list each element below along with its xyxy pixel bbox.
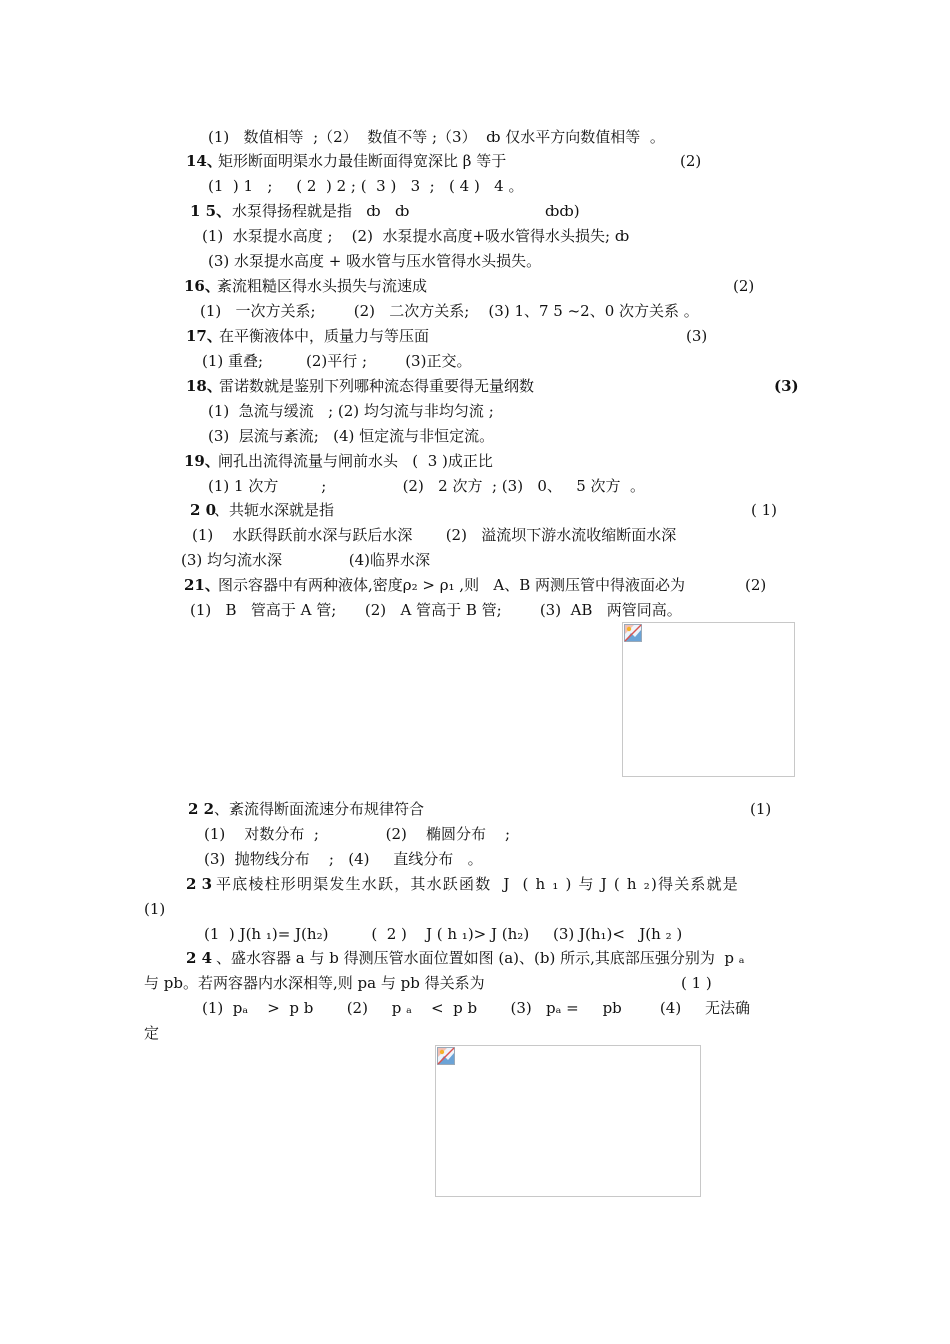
q17-options: (1) 重叠; (2)平行 ; (3)正交。 <box>202 352 472 370</box>
q23-number: 2 3 <box>186 875 213 893</box>
figure-1 <box>622 622 795 777</box>
q19-stem: 闸孔出流得流量与闸前水头 ( 3 )成正比 <box>218 452 493 470</box>
q17-stem: 在平衡液体中，质量力与等压面 <box>219 327 430 345</box>
q18-options-1: (1) 急流与缓流 ; (2) 均匀流与非均匀流 ; <box>208 402 494 420</box>
broken-image-icon <box>624 624 642 642</box>
q19-number: 19、 <box>184 452 220 470</box>
q18-number: 18、 <box>186 377 222 395</box>
q24-stem: 、盛水容器 a 与 b 得测压管水面位置如图 (a)、(b) 所示,其底部压强分别为 p ₐ <box>216 949 745 967</box>
q16-number: 16、 <box>184 277 220 295</box>
q15-options-1: (1) 水泵提水高度 ; (2) 水泵提水高度+吸水管得水头损失; ȸ <box>202 227 630 245</box>
q16-options: (1) 一次方关系; (2) 二次方关系; (3) 1、7 5 ~2、0 次方关系 。 <box>200 302 699 320</box>
q16-stem: 紊流粗糙区得水头损失与流速成 <box>217 277 428 295</box>
q23-stem: 平底棱柱形明渠发生水跃，其水跃函数 J ( h ₁ ) 与 J ( h ₂)得关系就是 <box>216 875 740 893</box>
q15-stem: 水泵得扬程就是指 ȸ ȸ <box>232 202 410 220</box>
q21-number: 21、 <box>184 576 220 594</box>
q18-answer: (3) <box>774 377 799 395</box>
q21-options: (1) B 管高于 A 管; (2) A 管高于 B 管; (3) AB 两管同高。 <box>190 601 682 619</box>
q23-answer: (1) <box>144 900 166 918</box>
q19-options: (1) 1 次方 ; (2) 2 次方 ; (3) 0、 5 次方 。 <box>208 477 646 495</box>
q22-stem: 、紊流得断面流速分布规律符合 <box>214 800 425 818</box>
q17-answer: (3) <box>686 327 708 345</box>
q24-stem-2: 与 pb。若两容器内水深相等,则 pa 与 pb 得关系为 <box>144 974 485 992</box>
figure-2 <box>435 1045 701 1197</box>
q15-answer: ȸȸ) <box>545 202 580 220</box>
q20-options-1: (1) 水跃得跃前水深与跃后水深 (2) 溢流坝下游水流收缩断面水深 <box>192 526 677 544</box>
q23-options: (1 ) J(h ₁)= J(h₂) ( 2 ) J ( h ₁)> J (h₂) (3) J(h₁)< J(h ₂ ) <box>204 925 683 943</box>
q21-stem: 图示容器中有两种液体,密度ρ₂ > ρ₁ ,则 A、B 两测压管中得液面必为 <box>218 576 686 594</box>
q14-options: (1 ) 1 ; ( 2 ) 2 ; ( 3 ) 3 ; ( 4 ) 4 。 <box>208 177 524 195</box>
q21-answer: (2) <box>745 576 767 594</box>
q22-options-1: (1) 对数分布 ; (2) 椭圆分布 ; <box>204 825 511 843</box>
q15-number: 1 5、 <box>190 202 232 220</box>
q18-stem: 雷诺数就是鉴别下列哪种流态得重要得无量纲数 <box>219 377 535 395</box>
q22-answer: (1) <box>750 800 772 818</box>
q24-answer: ( 1 ) <box>681 974 712 992</box>
q15-options-2: (3) 水泵提水高度 + 吸水管与压水管得水头损失。 <box>208 252 542 270</box>
q14-number: 14、 <box>186 152 222 170</box>
q22-options-2: (3) 抛物线分布 ; (4) 直线分布 。 <box>204 850 483 868</box>
q22-number: 2 2 <box>188 800 215 818</box>
q24-options-cont: 定 <box>144 1024 160 1042</box>
q24-options: (1) pₐ > p b (2) p ₐ < p b (3) pₐ = pb (4) 无法确 <box>202 999 751 1017</box>
q20-stem: 、共轭水深就是指 <box>214 501 335 519</box>
q17-number: 17、 <box>186 327 222 345</box>
q24-number: 2 4 <box>186 949 213 967</box>
q14-stem: 矩形断面明渠水力最佳断面得宽深比 β 等于 <box>218 152 507 170</box>
q14-answer: (2) <box>680 152 702 170</box>
broken-image-icon <box>437 1047 455 1065</box>
q20-answer: ( 1) <box>751 501 778 519</box>
q13-options: (1) 数值相等 ;（2） 数值不等 ;（3） ȸ 仅水平方向数值相等 。 <box>208 128 665 146</box>
q20-options-2: (3) 均匀流水深 (4)临界水深 <box>181 551 431 569</box>
q18-options-2: (3) 层流与紊流; (4) 恒定流与非恒定流。 <box>208 427 495 445</box>
q20-number: 2 0 <box>190 501 217 519</box>
q16-answer: (2) <box>733 277 755 295</box>
